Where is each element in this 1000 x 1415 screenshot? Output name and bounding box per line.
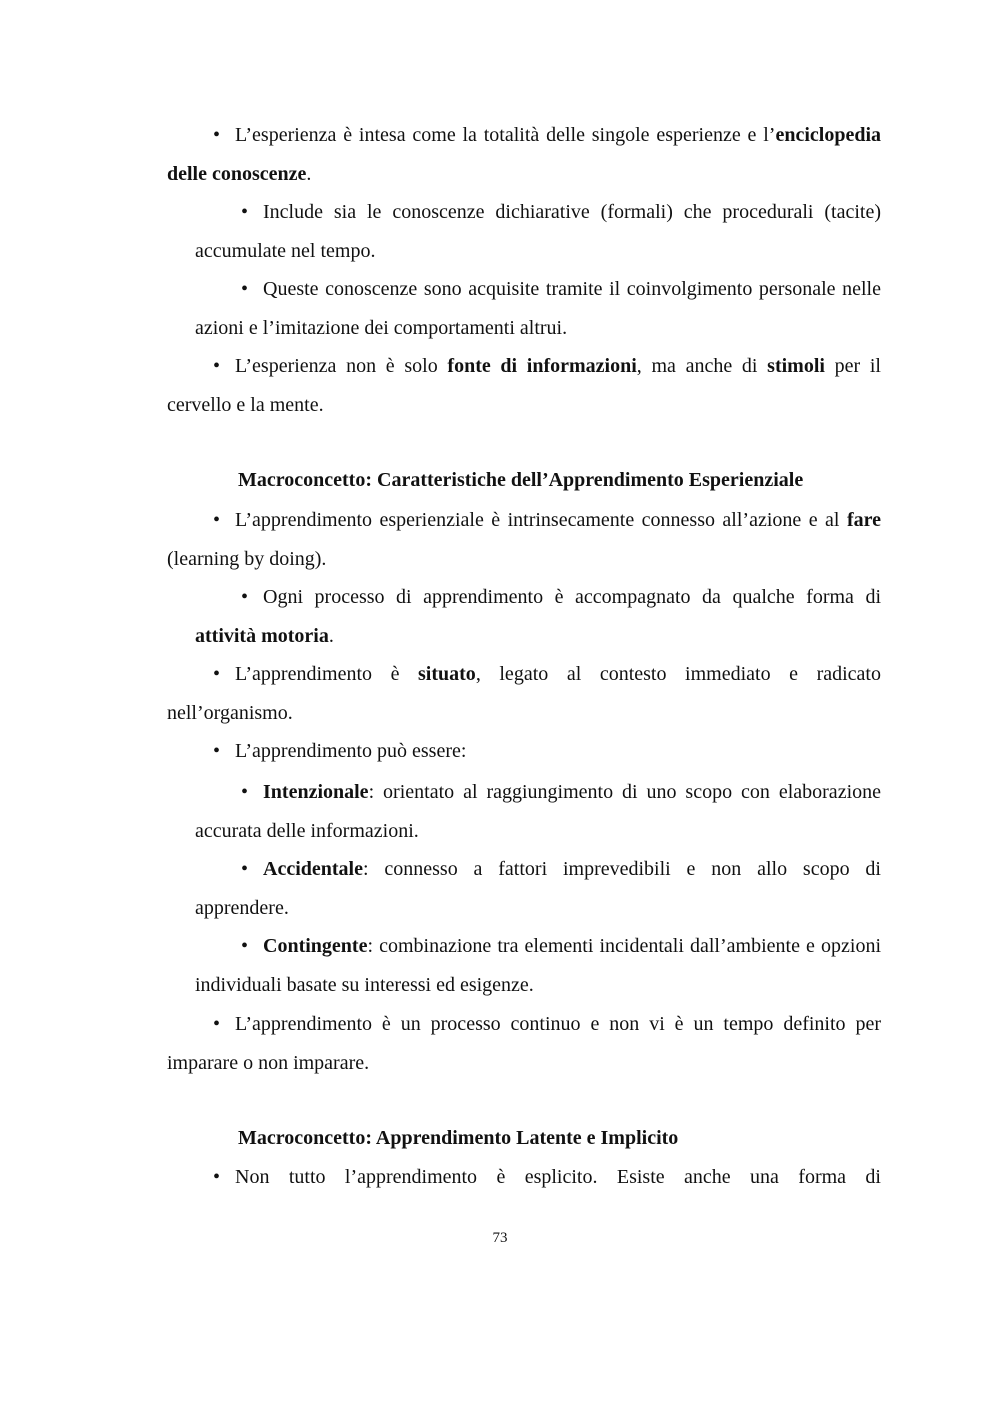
- bullet-icon: •: [213, 355, 221, 377]
- section-heading: Macroconcetto: Apprendimento Latente e Implicito: [238, 1127, 679, 1149]
- bullet-paragraph: [167, 1005, 881, 1082]
- bullet-icon: •: [241, 781, 249, 803]
- text-run: (learning by doing).: [167, 547, 327, 570]
- text-run: Queste conoscenze sono acquisite tramite il coinvolgimento personale nelle azioni e l’imitazione dei comportamenti altrui.: [195, 278, 881, 339]
- bullet-icon: •: [213, 1013, 221, 1035]
- bullet-icon: •: [241, 201, 249, 223]
- text-run: .: [328, 624, 334, 647]
- text-run: Non tutto l’apprendimento è esplicito. Esiste anche una forma di: [235, 1166, 881, 1188]
- sub-bullet-paragraph: [195, 927, 881, 1004]
- bullet-paragraph: [167, 732, 881, 771]
- bullet-icon: •: [213, 740, 221, 762]
- bullet-icon: •: [241, 278, 249, 300]
- sub-bullet-paragraph: [195, 773, 881, 850]
- text-run: : connesso a fattori imprevedibili e non allo scopo di apprendere.: [195, 858, 881, 919]
- bold-text: Contingente: [263, 935, 368, 957]
- bullet-icon: •: [241, 935, 249, 957]
- text-run: : combinazione tra elementi incidentali dall’ambiente e opzioni individuali basate su interessi ed esigenze.: [195, 935, 881, 996]
- bullet-paragraph: [167, 347, 881, 424]
- text-run: Include sia le conoscenze dichiarative (formali) che procedurali (tacite) accumulate nel tempo.: [195, 201, 881, 262]
- sub-bullet-paragraph: [195, 270, 881, 347]
- bold-text: fonte di informazioni: [447, 355, 637, 377]
- text-run: L’apprendimento è: [235, 663, 419, 685]
- text-run: L’esperienza non è solo: [235, 355, 448, 377]
- bullet-icon: •: [213, 1166, 221, 1188]
- text-run: L’apprendimento può essere:: [235, 740, 467, 762]
- sub-bullet-paragraph: [195, 578, 881, 655]
- text-run: L’apprendimento esperienziale è intrinsecamente connesso all’azione e al: [235, 509, 847, 531]
- bold-text: Accidentale: [263, 858, 363, 880]
- bullet-paragraph: [167, 116, 881, 193]
- sub-bullet-paragraph: [195, 850, 881, 927]
- bold-text: stimoli: [767, 355, 825, 377]
- bold-text: fare: [846, 509, 881, 531]
- bold-text: enciclopedia delle conoscenze: [167, 124, 881, 185]
- bullet-icon: •: [213, 509, 221, 531]
- text-run: per il cervello e la mente.: [167, 355, 881, 416]
- text-run: L’apprendimento è un processo continuo e non vi è un tempo definito per imparare o non imparare.: [167, 1013, 881, 1074]
- text-run: , legato al contesto immediato e radicato nell’organismo.: [167, 663, 881, 724]
- text-run: , ma anche di: [636, 355, 768, 377]
- text-run: L’esperienza è intesa come la totalità delle singole esperienze e l’: [235, 124, 776, 146]
- bold-text: Intenzionale: [263, 781, 369, 803]
- text-run: : orientato al raggiungimento di uno scopo con elaborazione accurata delle informazioni.: [195, 781, 881, 842]
- bullet-icon: •: [213, 663, 221, 685]
- text-run: .: [306, 162, 312, 185]
- bold-text: situato: [418, 663, 476, 685]
- section-heading: Macroconcetto: Caratteristiche dell’Apprendimento Esperienziale: [238, 469, 804, 491]
- sub-bullet-paragraph: [195, 193, 881, 270]
- page-number: 73: [492, 1230, 508, 1246]
- bullet-paragraph: [167, 1158, 881, 1197]
- bullet-paragraph: [167, 501, 881, 578]
- bullet-icon: •: [241, 858, 249, 880]
- bullet-icon: •: [213, 124, 221, 146]
- bullet-paragraph: [167, 655, 881, 732]
- bullet-icon: •: [241, 586, 249, 608]
- bold-text: attività motoria: [195, 624, 329, 647]
- text-run: Ogni processo di apprendimento è accompagnato da qualche forma di: [263, 586, 881, 608]
